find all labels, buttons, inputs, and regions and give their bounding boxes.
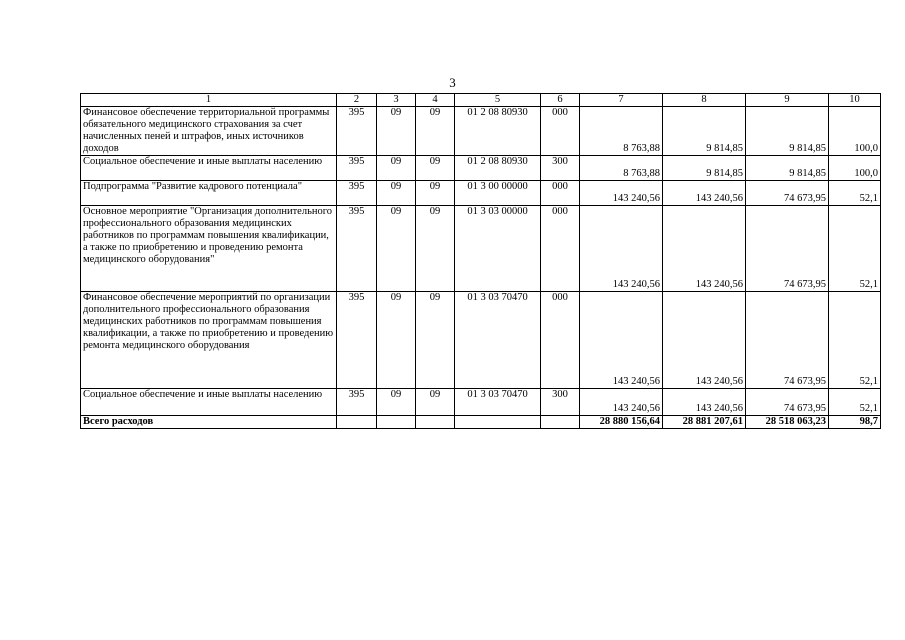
cell-target-code: 01 3 00 00000	[455, 181, 541, 206]
page-number: 3	[449, 75, 456, 90]
column-header: 2	[337, 94, 377, 107]
table-row	[81, 181, 881, 206]
total-percent: 98,7	[829, 416, 881, 429]
cell-target-code: 01 3 03 00000	[455, 206, 541, 292]
row-name: Финансовое обеспечение территориальной программы обязательного медицинского страхования за счет начисленных пеней и штрафов, иных источников доходов	[81, 107, 337, 156]
table-row	[81, 107, 881, 156]
column-header: 10	[829, 94, 881, 107]
table-row	[81, 292, 881, 389]
cell-ministry-code: 395	[337, 156, 377, 181]
column-header: 5	[455, 94, 541, 107]
empty-cell	[455, 416, 541, 429]
cell-ministry-code: 395	[337, 206, 377, 292]
cell-value: 8 763,88	[580, 107, 663, 156]
cell-percent: 52,1	[829, 206, 881, 292]
column-header: 9	[746, 94, 829, 107]
cell-value: 143 240,56	[663, 292, 746, 389]
cell-expense-type: 000	[541, 206, 580, 292]
cell-ministry-code: 395	[337, 107, 377, 156]
cell-section-code: 09	[377, 107, 416, 156]
cell-expense-type: 000	[541, 292, 580, 389]
row-name: Подпрограмма "Развитие кадрового потенциала"	[81, 181, 337, 206]
cell-percent: 52,1	[829, 181, 881, 206]
cell-value: 143 240,56	[663, 389, 746, 416]
cell-percent: 52,1	[829, 292, 881, 389]
cell-value: 74 673,95	[746, 181, 829, 206]
cell-value: 74 673,95	[746, 292, 829, 389]
cell-percent: 100,0	[829, 156, 881, 181]
empty-cell	[541, 416, 580, 429]
table-row	[81, 389, 881, 416]
cell-value: 143 240,56	[580, 389, 663, 416]
cell-ministry-code: 395	[337, 292, 377, 389]
total-value: 28 880 156,64	[580, 416, 663, 429]
cell-value: 8 763,88	[580, 156, 663, 181]
column-header: 4	[416, 94, 455, 107]
cell-subsection-code: 09	[416, 107, 455, 156]
cell-target-code: 01 3 03 70470	[455, 292, 541, 389]
cell-subsection-code: 09	[416, 206, 455, 292]
cell-value: 74 673,95	[746, 389, 829, 416]
cell-section-code: 09	[377, 181, 416, 206]
row-name: Социальное обеспечение и иные выплаты населению	[81, 389, 337, 416]
cell-value: 143 240,56	[663, 206, 746, 292]
total-label: Всего расходов	[81, 416, 337, 429]
cell-value: 9 814,85	[663, 156, 746, 181]
cell-value: 74 673,95	[746, 206, 829, 292]
cell-value: 9 814,85	[746, 107, 829, 156]
cell-value: 143 240,56	[580, 206, 663, 292]
cell-target-code: 01 2 08 80930	[455, 156, 541, 181]
column-header: 8	[663, 94, 746, 107]
empty-cell	[337, 416, 377, 429]
row-name: Социальное обеспечение и иные выплаты населению	[81, 156, 337, 181]
empty-cell	[416, 416, 455, 429]
empty-cell	[377, 416, 416, 429]
cell-percent: 100,0	[829, 107, 881, 156]
row-name: Основное мероприятие "Организация дополнительного профессионального образования медицинских работников по программам повышения квалификации, а также по приобретению и проведению ремонта медицинского оборудования"	[81, 206, 337, 292]
cell-target-code: 01 3 03 70470	[455, 389, 541, 416]
header-row	[81, 94, 881, 107]
cell-ministry-code: 395	[337, 389, 377, 416]
column-header: 7	[580, 94, 663, 107]
row-name: Финансовое обеспечение мероприятий по организации дополнительного профессионального образования медицинских работников по программам повышения квалификации, а также по приобретению и проведению ремонта медицинского оборудования	[81, 292, 337, 389]
cell-percent: 52,1	[829, 389, 881, 416]
table-row	[81, 206, 881, 292]
column-header: 3	[377, 94, 416, 107]
cell-expense-type: 300	[541, 156, 580, 181]
cell-section-code: 09	[377, 389, 416, 416]
cell-expense-type: 300	[541, 389, 580, 416]
total-row	[81, 416, 881, 429]
total-value: 28 518 063,23	[746, 416, 829, 429]
cell-value: 9 814,85	[663, 107, 746, 156]
cell-value: 143 240,56	[580, 292, 663, 389]
cell-expense-type: 000	[541, 107, 580, 156]
total-value: 28 881 207,61	[663, 416, 746, 429]
cell-subsection-code: 09	[416, 292, 455, 389]
expenditure-table	[80, 93, 881, 429]
cell-subsection-code: 09	[416, 181, 455, 206]
column-header: 1	[81, 94, 337, 107]
cell-subsection-code: 09	[416, 156, 455, 181]
cell-section-code: 09	[377, 156, 416, 181]
cell-subsection-code: 09	[416, 389, 455, 416]
table-row	[81, 156, 881, 181]
column-header: 6	[541, 94, 580, 107]
cell-value: 143 240,56	[663, 181, 746, 206]
cell-section-code: 09	[377, 206, 416, 292]
cell-value: 143 240,56	[580, 181, 663, 206]
cell-expense-type: 000	[541, 181, 580, 206]
cell-target-code: 01 2 08 80930	[455, 107, 541, 156]
cell-ministry-code: 395	[337, 181, 377, 206]
cell-value: 9 814,85	[746, 156, 829, 181]
cell-section-code: 09	[377, 292, 416, 389]
